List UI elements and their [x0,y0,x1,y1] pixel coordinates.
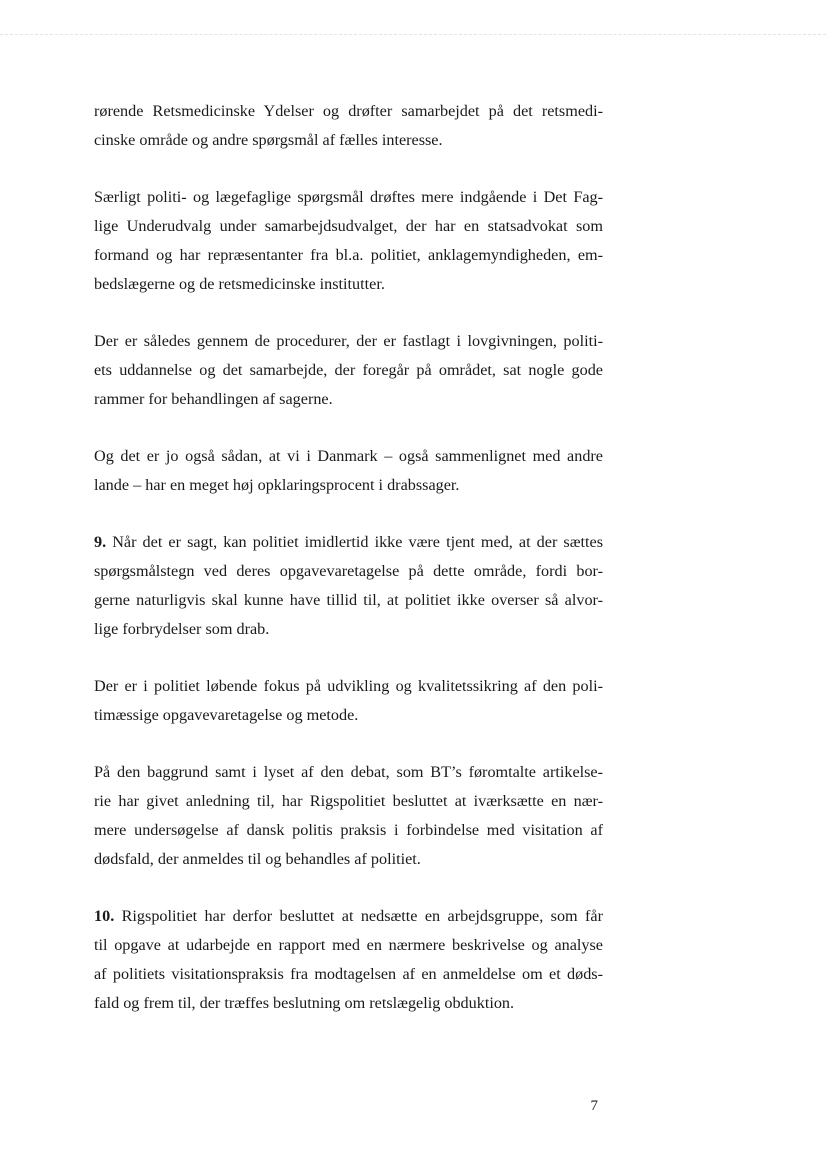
text-line: bedslægerne og de retsmedicinske institutter. [94,275,385,293]
paragraph [94,327,603,414]
text-line: til opgave at udarbejde en rapport med en nærmere beskrivelse og analyse [94,936,603,954]
text-line [94,528,603,557]
paragraph [94,442,603,500]
numbered-paragraph-9 [94,528,603,644]
text-line: Der er i politiet løbende fokus på udvikling og kvalitetssikring af den poli- [94,677,603,695]
text-line [94,902,603,931]
paragraph-number: 9. [94,533,107,551]
text-line: spørgsmålstegn ved deres opgavevaretagelse på dette område, fordi bor- [94,562,603,580]
text-line: cinske område og andre spørgsmål af fælles interesse. [94,131,443,149]
text-line: af politiets visitationspraksis fra modtagelsen af en anmeldelse om et døds- [94,965,603,983]
paragraph [94,758,603,874]
text-line: fald og frem til, der træffes beslutning om retslægelig obduktion. [94,994,515,1012]
text-line: formand og har repræsentanter fra bl.a. politiet, anklagemyndigheden, em- [94,246,603,264]
text-line: gerne naturligvis skal kunne have tillid til, at politiet ikke overser så alvor- [94,591,603,609]
text-line: timæssige opgavevaretagelse og metode. [94,706,359,724]
page-number: 7 [590,1098,598,1114]
paragraph [94,183,603,299]
document-body [94,97,603,1046]
text-line: Der er således gennem de procedurer, der er fastlagt i lovgivningen, politi- [94,332,603,350]
text-line: mere undersøgelse af dansk politis praksis i forbindelse med visitation af [94,821,603,839]
text-line: rie har givet anledning til, har Rigspolitiet besluttet at iværksætte en nær- [94,792,603,810]
text-line: rammer for behandlingen af sagerne. [94,390,333,408]
text-line: dødsfald, der anmeldes til og behandles af politiet. [94,850,421,868]
text-line: På den baggrund samt i lyset af den debat, som BT’s føromtalte artikelse- [94,763,603,781]
text-line: ets uddannelse og det samarbejde, der foregår på området, sat nogle gode [94,361,603,379]
paragraph [94,672,603,730]
text-line: lande – har en meget høj opklaringsprocent i drabssager. [94,476,460,494]
text-line-content: Rigspolitiet har derfor besluttet at nedsætte en arbejdsgruppe, som får [121,907,603,925]
text-line: rørende Retsmedicinske Ydelser og drøfter samarbejdet på det retsmedi- [94,102,603,120]
text-line-content: Når det er sagt, kan politiet imidlertid ikke være tjent med, at der sættes [112,533,603,551]
numbered-paragraph-10 [94,902,603,1018]
text-line: lige forbrydelser som drab. [94,620,270,638]
paragraph-number: 10. [94,907,115,925]
text-line: lige Underudvalg under samarbejdsudvalget, der har en statsadvokat som [94,217,603,235]
text-line: Og det er jo også sådan, at vi i Danmark – også sammenlignet med andre [94,447,603,465]
paragraph [94,97,603,155]
text-line: Særligt politi- og lægefaglige spørgsmål drøftes mere indgående i Det Fag- [94,188,603,206]
scan-artifact-line [0,34,826,35]
